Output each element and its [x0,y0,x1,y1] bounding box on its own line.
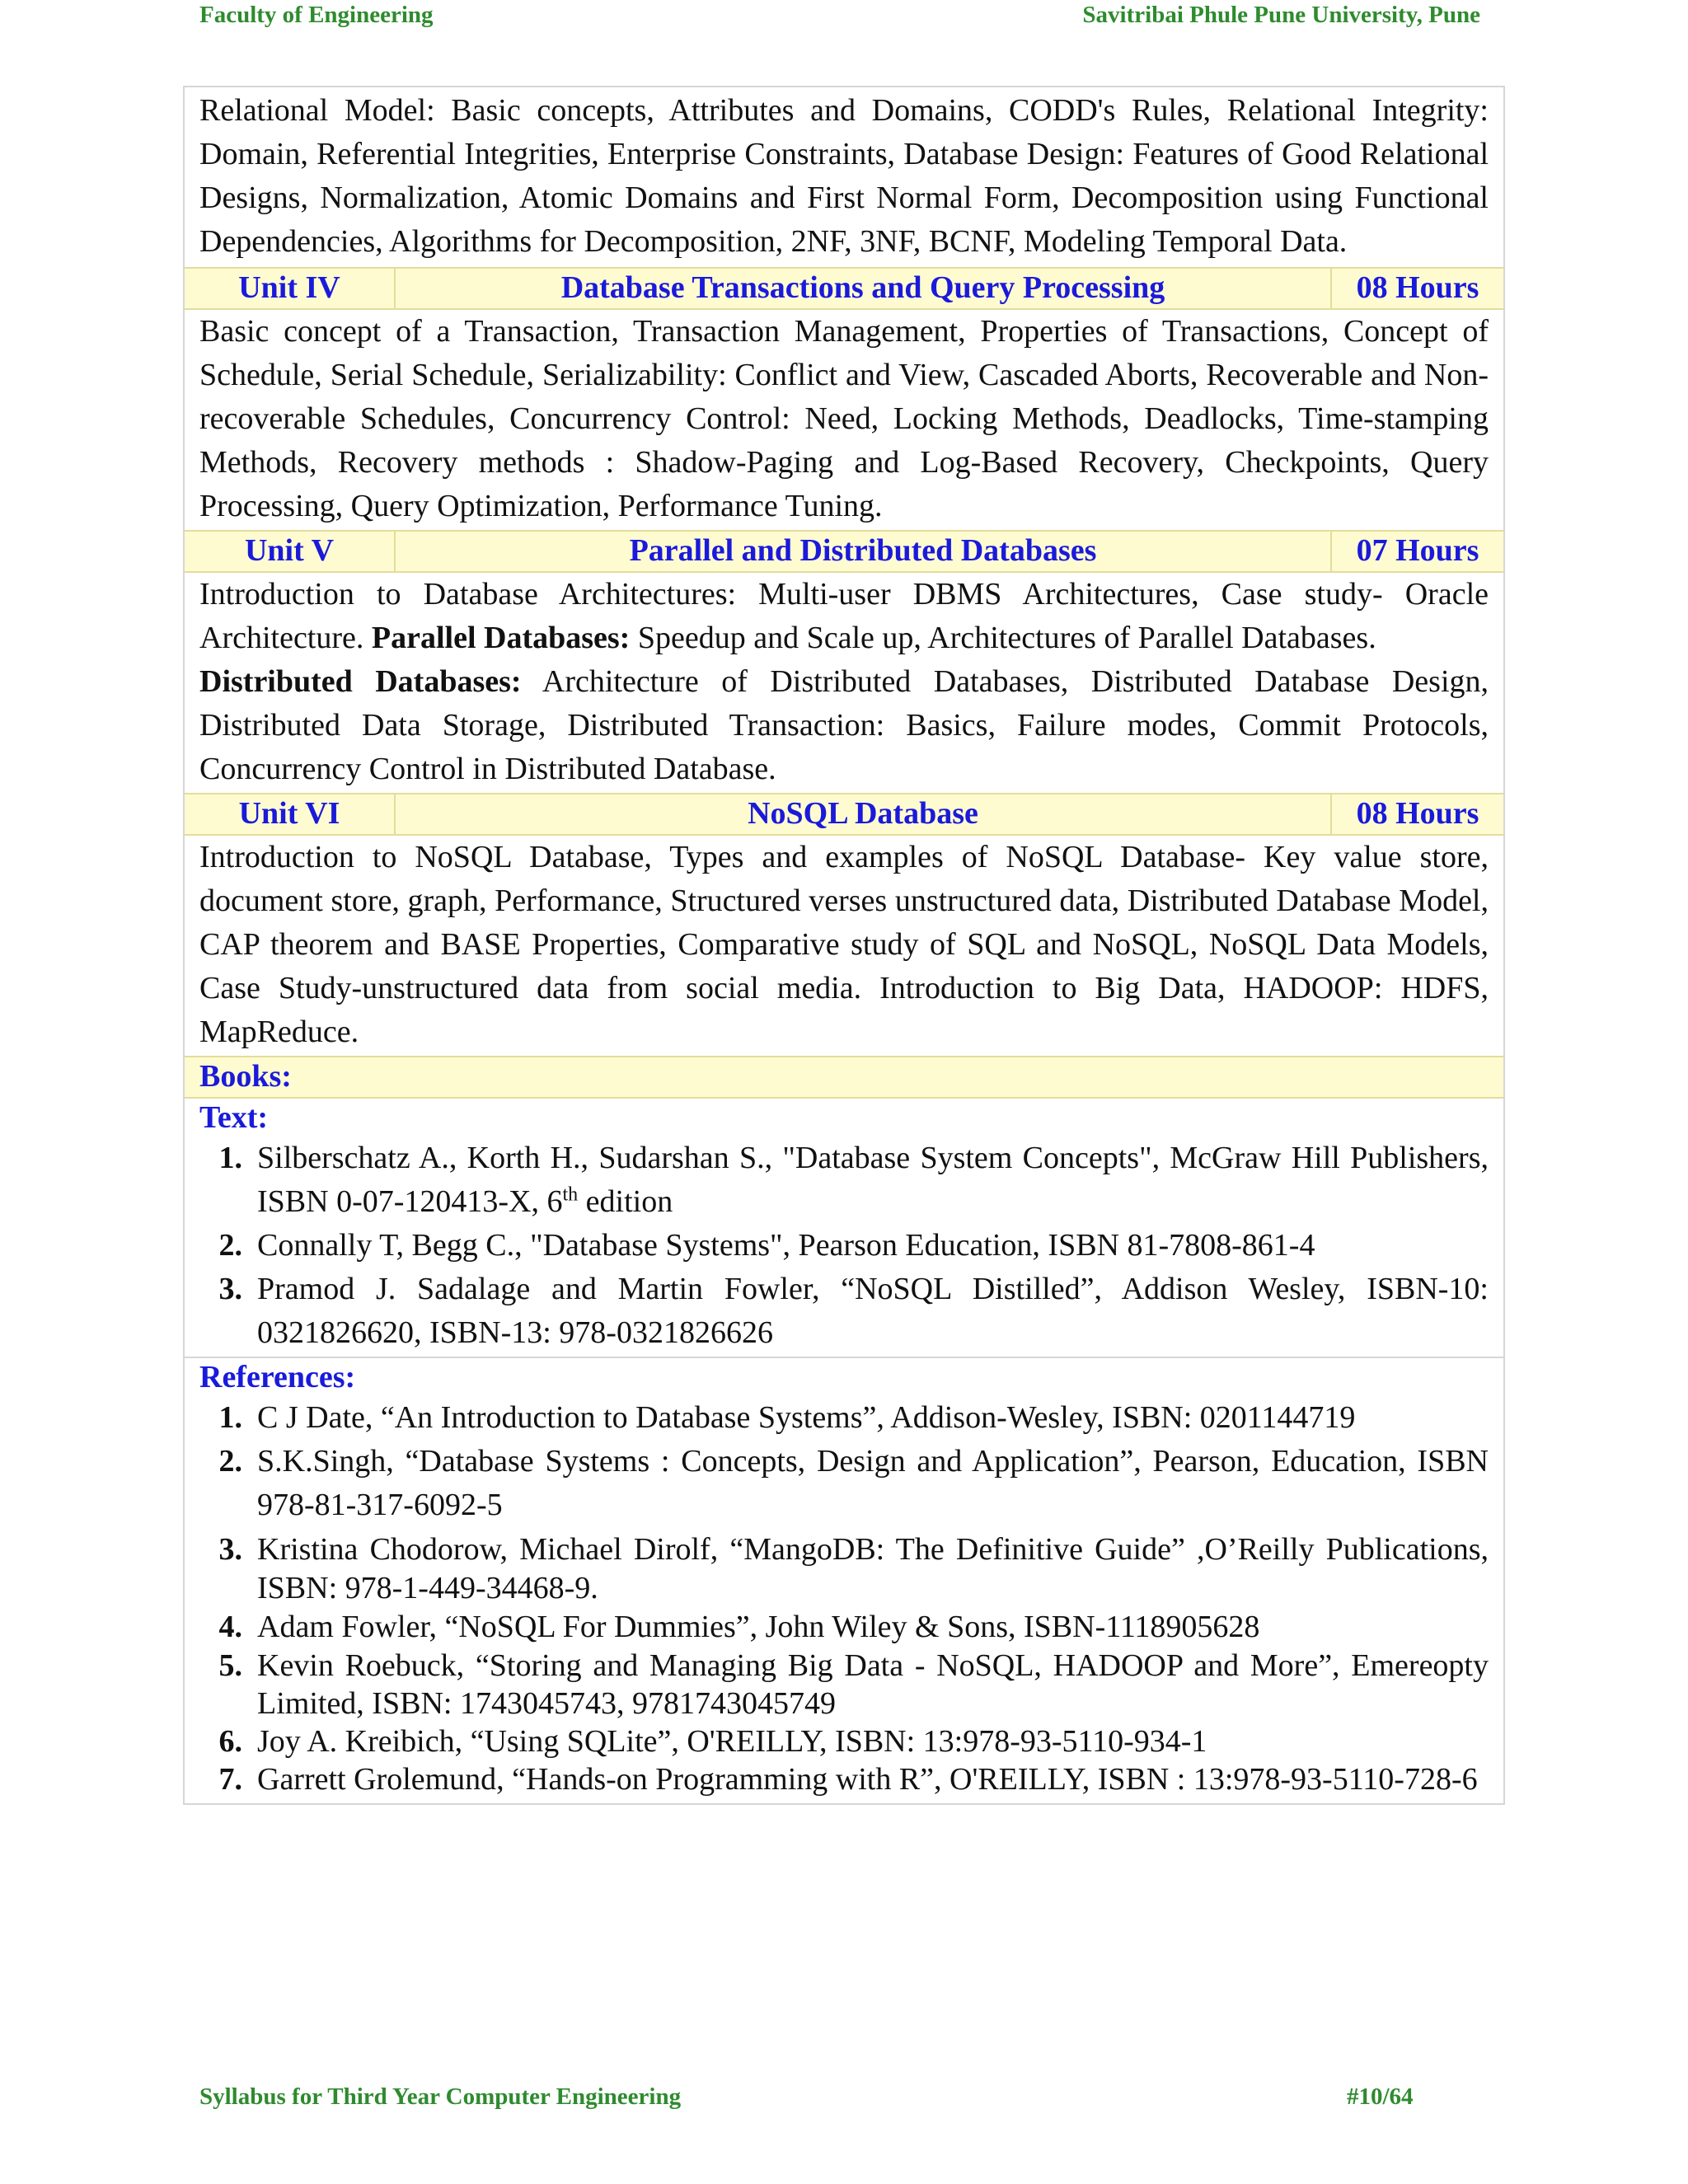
text-book-num: 1. [218,1141,242,1175]
unit4-content-cell [185,310,1503,530]
reference-text: S.K.Singh, “Database Systems : Concepts, Design and Application”, Pearson, Education, ISBN 978-81-317-6092-5 [257,1444,1489,1522]
footer-page-number: #10/64 [1347,2083,1414,2110]
unit4-name: Unit IV [185,269,396,308]
unit4-header-row [185,267,1503,310]
reference-num: 1. [218,1400,242,1435]
unit5-title: Parallel and Distributed Databases [396,532,1332,571]
reference-num: 2. [218,1444,242,1479]
reference-text: Kevin Roebuck, “Storing and Managing Big Data - NoSQL, HADOOP and More”, Emereopty Limited, ISBN: 1743045743, 9781743045749 [257,1648,1489,1721]
reference-item [199,1608,1489,1647]
unit4-hours: 08 Hours [1356,270,1479,305]
syllabus-table [183,86,1505,1805]
books-heading: Books: [185,1056,1503,1099]
text-book-num: 3. [218,1272,242,1306]
reference-text: Joy A. Kreibich, “Using SQLite”, O'REILLY, ISBN: 13:978-93-5110-934-1 [257,1724,1207,1759]
text-books-cell [185,1099,1503,1357]
unit5-content-cell [185,573,1503,793]
unit6-content-cell [185,836,1503,1056]
reference-item [199,1530,1489,1608]
unit6-name: Unit VI [185,794,396,834]
references-list [199,1396,1489,1798]
unit5-bold-parallel: Parallel Databases: [371,621,631,655]
reference-item [199,1396,1489,1440]
unit5-text-a: Introduction to Database Architectures: Multi-user DBMS Architectures, Case study- Oracle Architecture. [199,577,1489,655]
references-heading: References: [199,1360,356,1394]
text-book-item [199,1137,1489,1224]
text-book-item [199,1268,1489,1355]
text-book-item [199,1224,1489,1268]
unit5-hours: 07 Hours [1356,533,1479,568]
reference-text: C J Date, “An Introduction to Database Systems”, Addison-Wesley, ISBN: 0201144719 [257,1400,1356,1435]
text-books-list [199,1137,1489,1355]
reference-item [199,1722,1489,1760]
unit5-content-distributed [199,660,1489,793]
text-book-text: Pramod J. Sadalage and Martin Fowler, “NoSQL Distilled”, Addison Wesley, ISBN-10: 0321826620, ISBN-13: 978-0321826626 [257,1272,1489,1350]
text-book-text: Silberschatz A., Korth H., Sudarshan S., "Database System Concepts", McGraw Hill Publishers, ISBN 0-07-120413-X, 6th edition [257,1141,1489,1219]
unit6-header-row [185,793,1503,836]
reference-num: 3. [218,1532,242,1567]
reference-text: Adam Fowler, “NoSQL For Dummies”, John Wiley & Sons, ISBN-1118905628 [257,1610,1260,1644]
unit5-text-c: Architecture of Distributed Databases, Distributed Database Design, Distributed Data Storage, Distributed Transaction: Basics, Failure modes, Commit Protocols, Concurrency Control in Distributed Database. [199,664,1489,786]
text-book-num: 2. [218,1228,242,1263]
reference-text: Garrett Grolemund, “Hands-on Programming with R”, O'REILLY, ISBN : 13:978-93-5110-728-6 [257,1762,1478,1797]
unit5-text-b: Speedup and Scale up, Architectures of Parallel Databases. [630,621,1376,655]
unit3-content: Relational Model: Basic concepts, Attributes and Domains, CODD's Rules, Relational Integrity: Domain, Referential Integrities, Enterprise Constraints, Database Design: Features of Good Relational Designs, Normalization, Atomic Domains and First Normal Form, Decomposition using Functional Dependencies, Algorithms for Decomposition, 2NF, 3NF, BCNF, Modeling Temporal Data. [199,93,1489,259]
reference-num: 4. [218,1610,242,1644]
reference-item [199,1440,1489,1527]
unit5-header-row [185,530,1503,573]
unit5-name: Unit V [185,532,396,571]
unit6-content: Introduction to NoSQL Database, Types and examples of NoSQL Database- Key value store, document store, graph, Performance, Structured verses unstructured data, Distributed Database Model, CAP theorem and BASE Properties, Comparative study of SQL and NoSQL, NoSQL Data Models, Case Study-unstructured data from social media. Introduction to Big Data, HADOOP: HDFS, MapReduce. [199,840,1489,1049]
unit6-hours: 08 Hours [1356,796,1479,831]
text-heading: Text: [199,1100,269,1135]
reference-item [199,1760,1489,1798]
reference-num: 7. [218,1762,242,1797]
reference-num: 6. [218,1724,242,1759]
unit4-content: Basic concept of a Transaction, Transaction Management, Properties of Transactions, Concept of Schedule, Serial Schedule, Serializability: Conflict and View, Cascaded Aborts, Recoverable and Non-recoverable Schedules, Concurrency Control: Need, Locking Methods, Deadlocks, Time-stamping Methods, Recovery methods : Shadow-Paging and Log-Based Recovery, Checkpoints, Query Processing, Query Optimization, Performance Tuning. [199,314,1489,523]
unit5-bold-distributed: Distributed Databases: [199,664,522,699]
references-cell [185,1357,1503,1803]
footer-syllabus-title: Syllabus for Third Year Computer Engineering [199,2083,682,2110]
reference-text: Kristina Chodorow, Michael Dirolf, “MangoDB: The Definitive Guide” ,O’Reilly Publications, ISBN: 978-1-449-34468-9. [257,1532,1489,1605]
unit3-content-cell [185,87,1503,267]
unit4-title: Database Transactions and Query Processing [396,269,1332,308]
text-book-text: Connally T, Begg C., "Database Systems", Pearson Education, ISBN 81-7808-861-4 [257,1228,1315,1263]
header-university: Savitribai Phule Pune University, Pune [1082,2,1480,28]
header-faculty: Faculty of Engineering [199,2,434,28]
reference-num: 5. [218,1648,242,1683]
unit5-content [199,573,1489,660]
reference-item [199,1647,1489,1722]
unit6-title: NoSQL Database [396,794,1332,834]
